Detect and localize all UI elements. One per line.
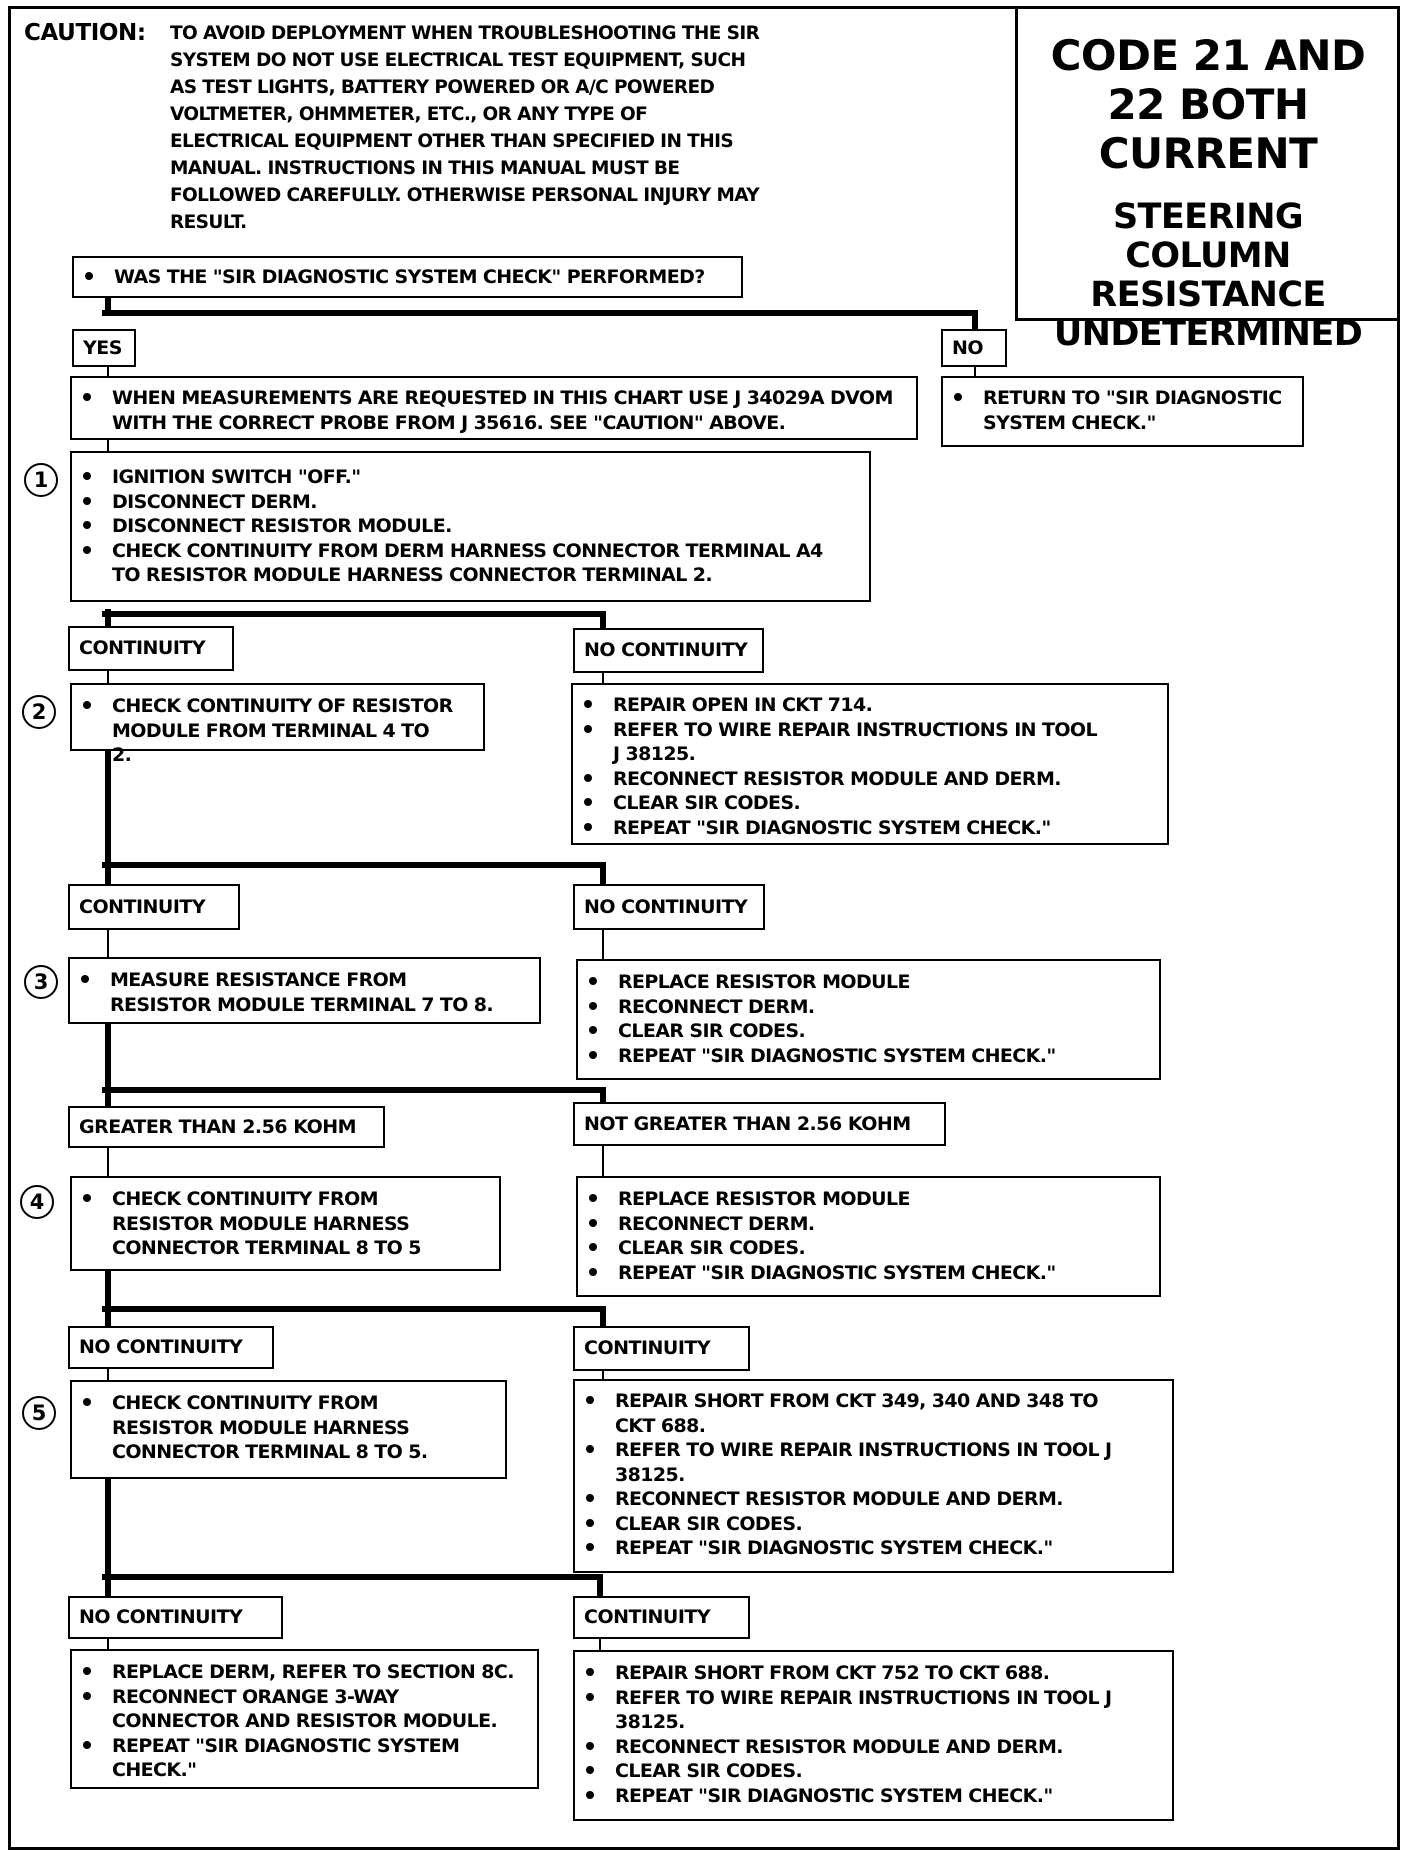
result-1-item: REFER TO WIRE REPAIR INSTRUCTIONS IN TOOL J 38125. <box>573 718 1167 767</box>
step-1-item: DISCONNECT RESISTOR MODULE. <box>72 514 869 539</box>
result-4-item: REPAIR SHORT FROM CKT 349, 340 AND 348 TO CKT 688. <box>575 1389 1172 1438</box>
step-4-box <box>70 1176 501 1271</box>
step-2-marker: 2 <box>22 695 56 729</box>
branch-5-right-label: CONTINUITY <box>573 1596 750 1639</box>
result-5-right-box <box>573 1650 1174 1821</box>
result-5-left-item: REPLACE DERM, REFER TO SECTION 8C. <box>72 1660 537 1685</box>
branch-1-left-label: CONTINUITY <box>68 626 234 671</box>
branch-5-left-label: NO CONTINUITY <box>68 1596 283 1639</box>
step-2-box <box>70 683 485 766</box>
result-5-right-item: REFER TO WIRE REPAIR INSTRUCTIONS IN TOOL J 38125. <box>575 1686 1172 1735</box>
result-3-box <box>576 1176 1161 1297</box>
step-5-marker: 5 <box>22 1396 56 1430</box>
result-2-box <box>576 959 1161 1080</box>
result-4-item: REPEAT "SIR DIAGNOSTIC SYSTEM CHECK." <box>575 1536 1172 1561</box>
result-2-item: REPEAT "SIR DIAGNOSTIC SYSTEM CHECK." <box>578 1044 1159 1069</box>
title-block <box>1015 6 1400 354</box>
step-1-item: IGNITION SWITCH "OFF." <box>72 465 869 490</box>
result-4-item: RECONNECT RESISTOR MODULE AND DERM. <box>575 1487 1172 1512</box>
step-3-item: MEASURE RESISTANCE FROM RESISTOR MODULE TERMINAL 7 TO 8. <box>70 968 539 1017</box>
result-1-item: RECONNECT RESISTOR MODULE AND DERM. <box>573 767 1167 792</box>
step-1-box <box>70 451 871 602</box>
result-1-item: REPAIR OPEN IN CKT 714. <box>573 693 1167 718</box>
result-1-box <box>571 683 1169 845</box>
result-5-right-item: RECONNECT RESISTOR MODULE AND DERM. <box>575 1735 1172 1760</box>
result-4-item: CLEAR SIR CODES. <box>575 1512 1172 1537</box>
result-3-item: REPEAT "SIR DIAGNOSTIC SYSTEM CHECK." <box>578 1261 1159 1286</box>
result-5-left-item: RECONNECT ORANGE 3-WAY CONNECTOR AND RESISTOR MODULE. <box>72 1685 537 1734</box>
step-5-item: CHECK CONTINUITY FROM RESISTOR MODULE HARNESS CONNECTOR TERMINAL 8 TO 5. <box>72 1391 505 1465</box>
result-5-right-item: CLEAR SIR CODES. <box>575 1759 1172 1784</box>
branch-3-left-label: GREATER THAN 2.56 KOHM <box>68 1106 385 1148</box>
result-5-right-item: REPEAT "SIR DIAGNOSTIC SYSTEM CHECK." <box>575 1784 1172 1809</box>
result-5-right-item: REPAIR SHORT FROM CKT 752 TO CKT 688. <box>575 1661 1172 1686</box>
step-3-marker: 3 <box>24 965 58 999</box>
step-2-item: CHECK CONTINUITY OF RESISTOR MODULE FROM TERMINAL 4 TO 2. <box>72 694 483 768</box>
step-4-marker: 4 <box>20 1185 54 1219</box>
step-1-item: DISCONNECT DERM. <box>72 490 869 515</box>
start-question: WAS THE "SIR DIAGNOSTIC SYSTEM CHECK" PERFORMED? <box>74 265 741 290</box>
step-4-item: CHECK CONTINUITY FROM RESISTOR MODULE HARNESS CONNECTOR TERMINAL 8 TO 5 <box>72 1187 499 1261</box>
no-note: RETURN TO "SIR DIAGNOSTIC SYSTEM CHECK." <box>943 386 1302 435</box>
step-1-marker: 1 <box>24 463 58 497</box>
result-1-item: REPEAT "SIR DIAGNOSTIC SYSTEM CHECK." <box>573 816 1167 841</box>
caution-text: TO AVOID DEPLOYMENT WHEN TROUBLESHOOTING THE SIR SYSTEM DO NOT USE ELECTRICAL TEST EQUIPMENT, SUCH AS TEST LIGHTS, BATTERY POWERED OR A/C POWERED VOLTMETER, OHMMETER, ETC., OR ANY TYPE OF ELECTRICAL EQUIPMENT OTHER THAN SPECIFIED IN THIS MANUAL. INSTRUCTIONS IN THIS MANUAL MUST BE FOLLOWED CAREFULLY. OTHERWISE PERSONAL INJURY MAY RESULT. <box>170 23 760 233</box>
result-2-item: REPLACE RESISTOR MODULE <box>578 970 1159 995</box>
branch-2-left-label: CONTINUITY <box>68 884 240 930</box>
branch-2-right-label: NO CONTINUITY <box>573 884 765 930</box>
yes-note-box <box>70 376 918 440</box>
result-3-item: RECONNECT DERM. <box>578 1212 1159 1237</box>
branch-4-left-label: NO CONTINUITY <box>68 1326 274 1369</box>
no-note-box <box>941 376 1304 447</box>
result-2-item: CLEAR SIR CODES. <box>578 1019 1159 1044</box>
caution-label: CAUTION: <box>24 20 146 46</box>
step-3-box <box>68 957 541 1024</box>
result-3-item: REPLACE RESISTOR MODULE <box>578 1187 1159 1212</box>
result-2-item: RECONNECT DERM. <box>578 995 1159 1020</box>
branch-4-right-label: CONTINUITY <box>573 1326 750 1371</box>
chart-title: CODE 21 AND 22 BOTH CURRENT <box>1050 31 1366 178</box>
result-1-item: CLEAR SIR CODES. <box>573 791 1167 816</box>
step-5-box <box>70 1380 507 1479</box>
result-3-item: CLEAR SIR CODES. <box>578 1236 1159 1261</box>
no-label: NO <box>941 329 1007 367</box>
result-4-item: REFER TO WIRE REPAIR INSTRUCTIONS IN TOOL J 38125. <box>575 1438 1172 1487</box>
start-question-box <box>72 256 743 298</box>
yes-label: YES <box>72 329 136 367</box>
result-5-left-item: REPEAT "SIR DIAGNOSTIC SYSTEM CHECK." <box>72 1734 537 1783</box>
branch-3-right-label: NOT GREATER THAN 2.56 KOHM <box>573 1102 946 1146</box>
chart-subtitle: STEERING COLUMN RESISTANCE UNDETERMINED <box>1053 197 1363 354</box>
result-5-left-box <box>70 1649 539 1789</box>
step-1-item: CHECK CONTINUITY FROM DERM HARNESS CONNECTOR TERMINAL A4 TO RESISTOR MODULE HARNESS CONNECTOR TERMINAL 2. <box>72 539 869 588</box>
result-4-box <box>573 1379 1174 1573</box>
yes-note: WHEN MEASUREMENTS ARE REQUESTED IN THIS CHART USE J 34029A DVOM WITH THE CORRECT PROBE FROM J 35616. SEE "CAUTION" ABOVE. <box>72 386 916 435</box>
branch-1-right-label: NO CONTINUITY <box>573 628 764 673</box>
